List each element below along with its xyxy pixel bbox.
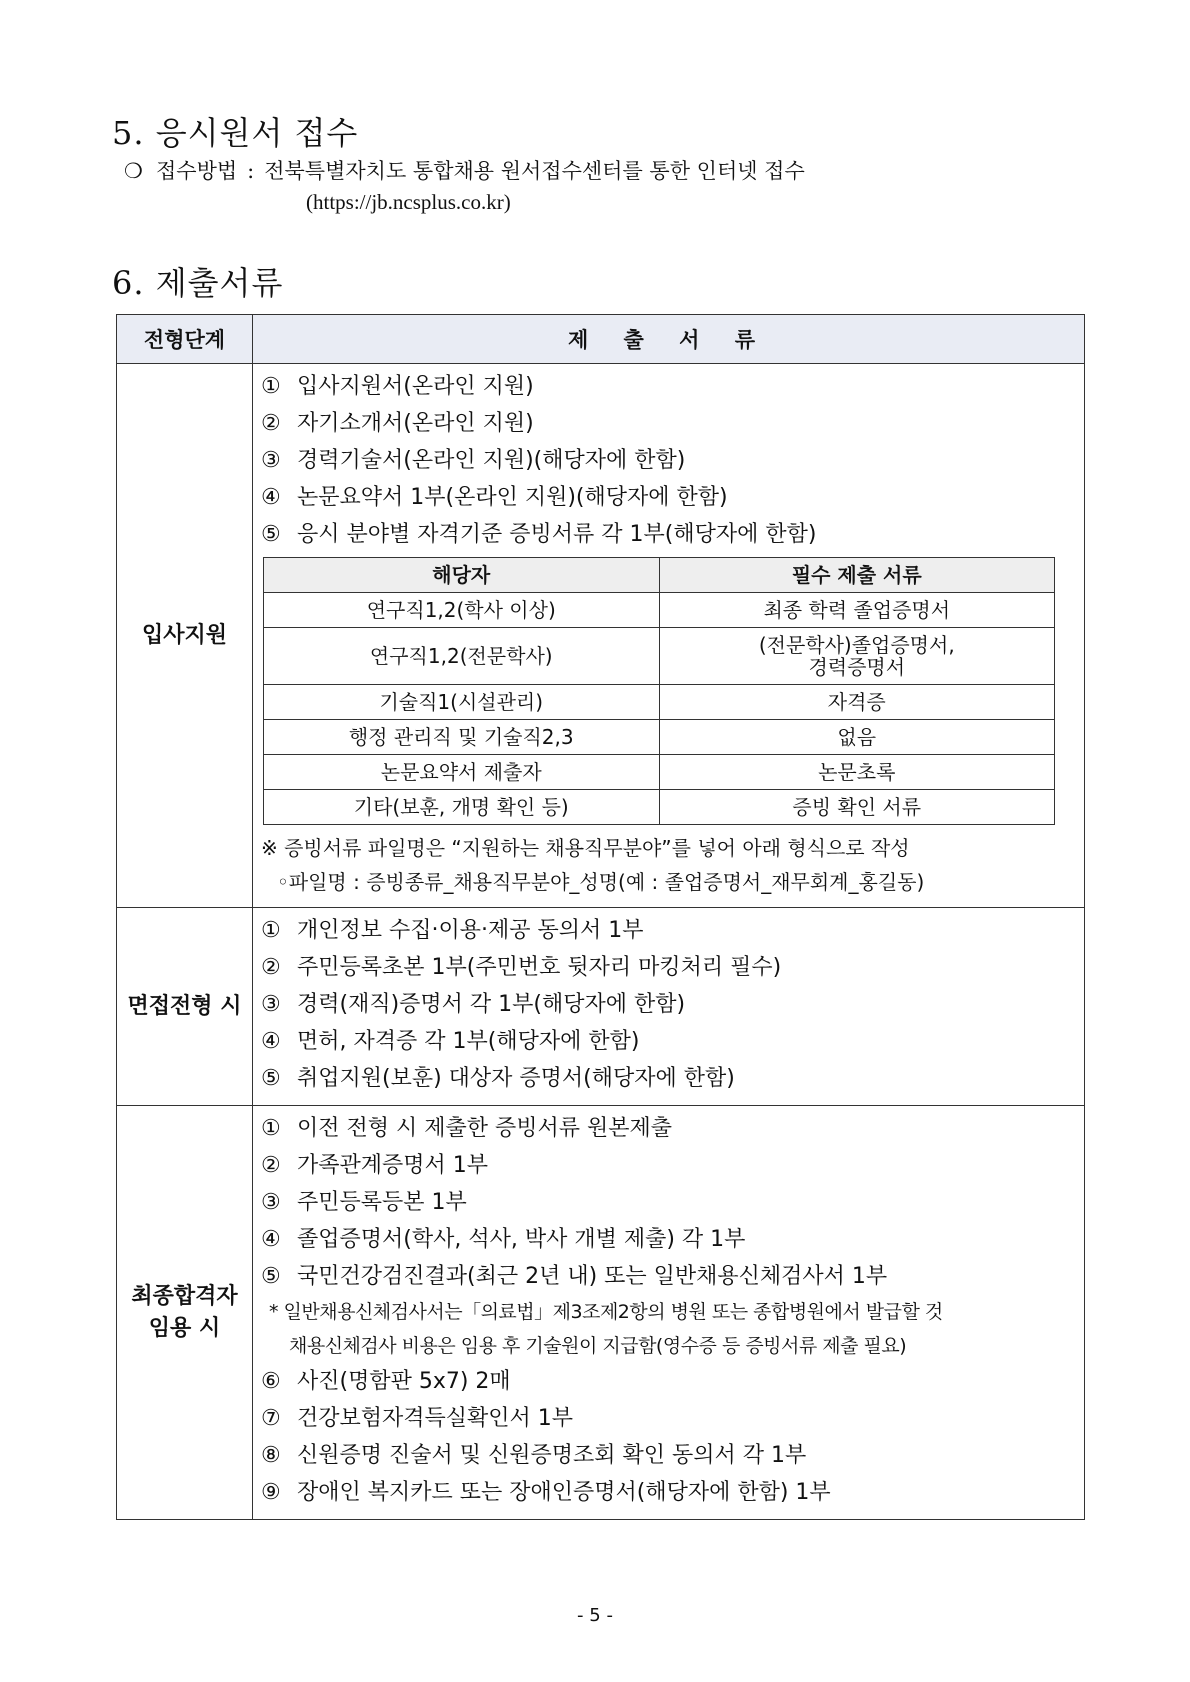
- list-item: ⑤ 응시 분야별 자격기준 증빙서류 각 1부(해당자에 한함): [261, 522, 817, 547]
- page-number: - 5 -: [577, 1605, 613, 1626]
- header-stage: 전형단계: [117, 315, 253, 364]
- health-check-cost-note: 채용신체검사 비용은 임용 후 기술원이 지급함(영수증 등 증빙서류 제출 필요): [289, 1335, 907, 1357]
- list-item: ③ 경력기술서(온라인 지원)(해당자에 한함): [261, 448, 686, 473]
- list-item: ④ 졸업증명서(학사, 석사, 박사 개별 제출) 각 1부: [261, 1227, 746, 1252]
- table-header-row: [117, 315, 1085, 364]
- subtable-header-who: 해당자: [264, 558, 660, 593]
- subtable-doc: 증빙 확인 서류: [659, 790, 1055, 825]
- table-row: [264, 593, 1055, 628]
- table-row-final: [117, 1106, 1085, 1520]
- list-item: ⑥ 사진(명함판 5x7) 2매: [261, 1369, 511, 1394]
- submission-url[interactable]: (https://jb.ncsplus.co.kr): [306, 190, 511, 214]
- section-6-title: 6. 제출서류: [112, 264, 284, 302]
- subtable-header-row: [264, 558, 1055, 593]
- documents-table: [116, 314, 1085, 1520]
- interview-documents: [253, 908, 1085, 1106]
- list-item: ⑧ 신원증명 진술서 및 신원증명조회 확인 동의서 각 1부: [261, 1443, 807, 1468]
- submission-method-label: 접수방법: [156, 159, 238, 183]
- submission-method-line: [124, 155, 805, 185]
- subtable-who: 기타(보훈, 개명 확인 등): [264, 790, 660, 825]
- section-5-title: 5. 응시원서 접수: [112, 114, 359, 152]
- header-documents: 제 출 서 류: [253, 315, 1085, 364]
- table-row: [264, 685, 1055, 720]
- bullet-icon: ❍: [124, 159, 143, 183]
- stage-interview: 면접전형 시: [117, 908, 253, 1106]
- apply-documents: [253, 364, 1085, 908]
- filename-format: ◦파일명 : 증빙종류_채용직무분야_성명(예 : 졸업증명서_재무회계_홍길동): [277, 870, 925, 894]
- subtable-doc: 최종 학력 졸업증명서: [659, 593, 1055, 628]
- stage-final: 최종합격자 임용 시: [117, 1106, 253, 1520]
- health-check-note: * 일반채용신체검사서는「의료법」제3조제2항의 병원 또는 종합병원에서 발급할 것: [269, 1301, 943, 1323]
- colon: :: [247, 159, 255, 183]
- list-item: ③ 경력(재직)증명서 각 1부(해당자에 한함): [261, 992, 686, 1017]
- list-item: ② 자기소개서(온라인 지원): [261, 411, 534, 436]
- list-item: ⑨ 장애인 복지카드 또는 장애인증명서(해당자에 한함) 1부: [261, 1480, 831, 1505]
- list-item: ① 이전 전형 시 제출한 증빙서류 원본제출: [261, 1116, 672, 1141]
- list-item: ① 개인정보 수집‧이용‧제공 동의서 1부: [261, 918, 644, 943]
- stage-apply: 입사지원: [117, 364, 253, 908]
- table-row-interview: [117, 908, 1085, 1106]
- table-row: [264, 755, 1055, 790]
- list-item: ④ 논문요약서 1부(온라인 지원)(해당자에 한함): [261, 485, 728, 510]
- filename-note: ※ 증빙서류 파일명은 “지원하는 채용직무분야”를 넣어 아래 형식으로 작성: [261, 836, 910, 860]
- subtable-who: 연구직1,2(학사 이상): [264, 593, 660, 628]
- list-item: ⑦ 건강보험자격득실확인서 1부: [261, 1406, 574, 1431]
- subtable-who: 연구직1,2(전문학사): [264, 628, 660, 685]
- subtable-doc: 없음: [659, 720, 1055, 755]
- table-row: [264, 628, 1055, 685]
- subtable-who: 행정 관리직 및 기술직2,3: [264, 720, 660, 755]
- subtable-doc: 논문초록: [659, 755, 1055, 790]
- table-row-apply: [117, 364, 1085, 908]
- submission-method-text: 전북특별자치도 통합채용 원서접수센터를 통한 인터넷 접수: [264, 159, 805, 183]
- list-item: ⑤ 취업지원(보훈) 대상자 증명서(해당자에 한함): [261, 1066, 735, 1091]
- list-item: ① 입사지원서(온라인 지원): [261, 374, 534, 399]
- subtable-doc: 자격증: [659, 685, 1055, 720]
- list-item: ④ 면허, 자격증 각 1부(해당자에 한함): [261, 1029, 640, 1054]
- subtable-header-doc: 필수 제출 서류: [659, 558, 1055, 593]
- required-documents-subtable: [263, 557, 1055, 825]
- subtable-who: 논문요약서 제출자: [264, 755, 660, 790]
- list-item: ③ 주민등록등본 1부: [261, 1190, 467, 1215]
- table-row: [264, 790, 1055, 825]
- list-item: ⑤ 국민건강검진결과(최근 2년 내) 또는 일반채용신체검사서 1부: [261, 1264, 888, 1289]
- list-item: ② 주민등록초본 1부(주민번호 뒷자리 마킹처리 필수): [261, 955, 782, 980]
- list-item: ② 가족관계증명서 1부: [261, 1153, 489, 1178]
- final-documents: [253, 1106, 1085, 1520]
- subtable-doc: (전문학사)졸업증명서, 경력증명서: [659, 628, 1055, 685]
- table-row: [264, 720, 1055, 755]
- subtable-who: 기술직1(시설관리): [264, 685, 660, 720]
